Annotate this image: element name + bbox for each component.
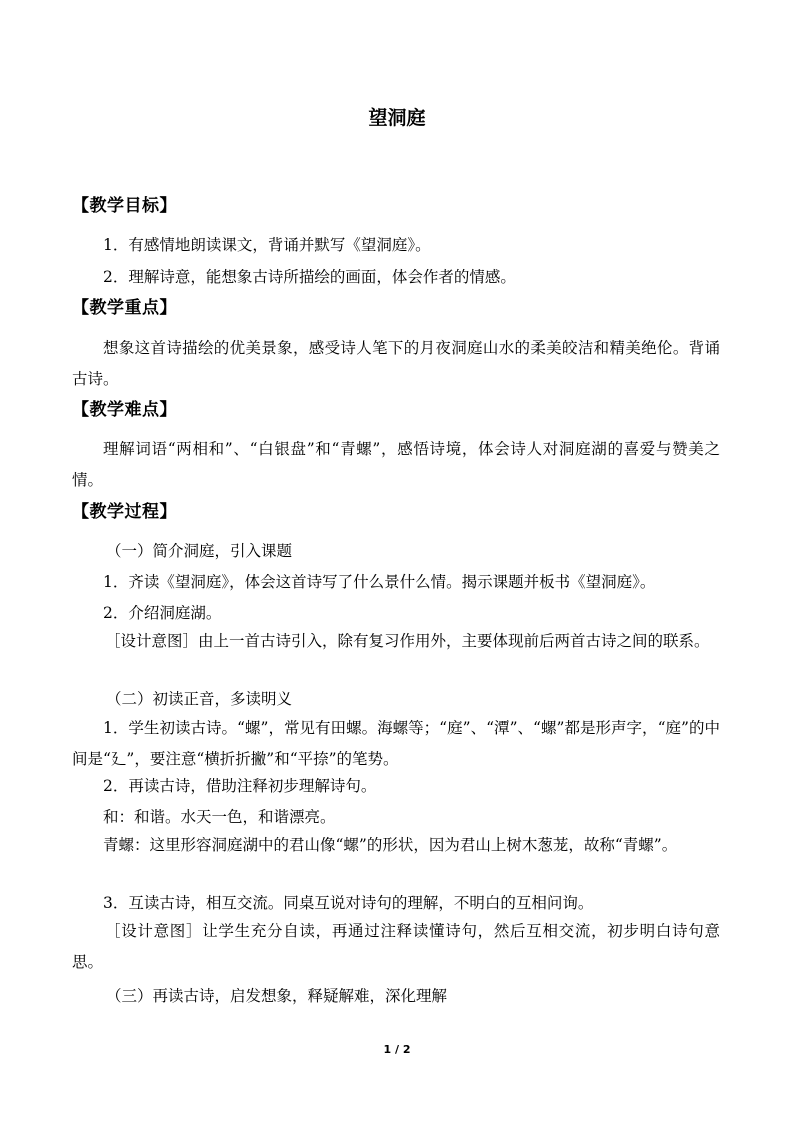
process-part1-design: ［设计意图］由上一首古诗引入，除有复习作用外，主要体现前后两首古诗之间的联系。 xyxy=(105,632,710,650)
process-part2-design: ［设计意图］让学生充分自读，再通过注释读懂诗句，然后互相交流，初步明白诗句意思。 xyxy=(72,922,720,971)
process-part2-step1: 1．学生初读古诗。“螺”，常见有田螺。海螺等；“庭”、“潭”、“螺”都是形声字，“庭”的中间是“廴”，要注意“横折折撇”和“平捺”的笔势。 xyxy=(72,719,720,768)
process-part1-step1: 1．齐读《望洞庭》，体会这首诗写了什么景什么情。揭示课题并板书《望洞庭》。 xyxy=(103,573,656,591)
heading-key-points: 【教学重点】 xyxy=(72,298,177,318)
process-part2-title: （二）初读正音，多读明义 xyxy=(106,690,293,708)
heading-process: 【教学过程】 xyxy=(72,502,177,522)
document-title: 望洞庭 xyxy=(368,107,426,129)
note-he: 和：和谐。水天一色，和谐漂亮。 xyxy=(103,808,336,826)
page-indicator: 1 / 2 xyxy=(383,1043,411,1056)
process-part1-step2: 2．介绍洞庭湖。 xyxy=(103,604,222,622)
process-part3-title: （三）再读古诗，启发想象，释疑解难，深化理解 xyxy=(106,987,448,1005)
objective-item-2: 2．理解诗意，能想象古诗所描绘的画面，体会作者的情感。 xyxy=(103,268,516,286)
heading-difficulties: 【教学难点】 xyxy=(72,400,177,420)
difficulties-text: 理解词语“两相和”、“白银盘”和“青螺”，感悟诗境，体会诗人对洞庭湖的喜爱与赞美之情。 xyxy=(72,440,720,489)
objective-item-1: 1．有感情地朗读课文，背诵并默写《望洞庭》。 xyxy=(103,236,431,254)
key-points-text: 想象这首诗描绘的优美景象，感受诗人笔下的月夜洞庭山水的柔美皎洁和精美绝伦。背诵古诗。 xyxy=(72,339,720,388)
process-part2-step2: 2．再读古诗，借助注释初步理解诗句。 xyxy=(103,777,377,795)
heading-objectives: 【教学目标】 xyxy=(72,196,177,216)
note-qingluo: 青螺：这里形容洞庭湖中的君山像“螺”的形状，因为君山上树木葱茏，故称“青螺”。 xyxy=(103,836,678,854)
process-part2-step3: 3．互读古诗，相互交流。同桌互说对诗句的理解，不明白的互相问询。 xyxy=(103,894,594,912)
process-part1-title: （一）简介洞庭，引入课题 xyxy=(106,542,293,560)
